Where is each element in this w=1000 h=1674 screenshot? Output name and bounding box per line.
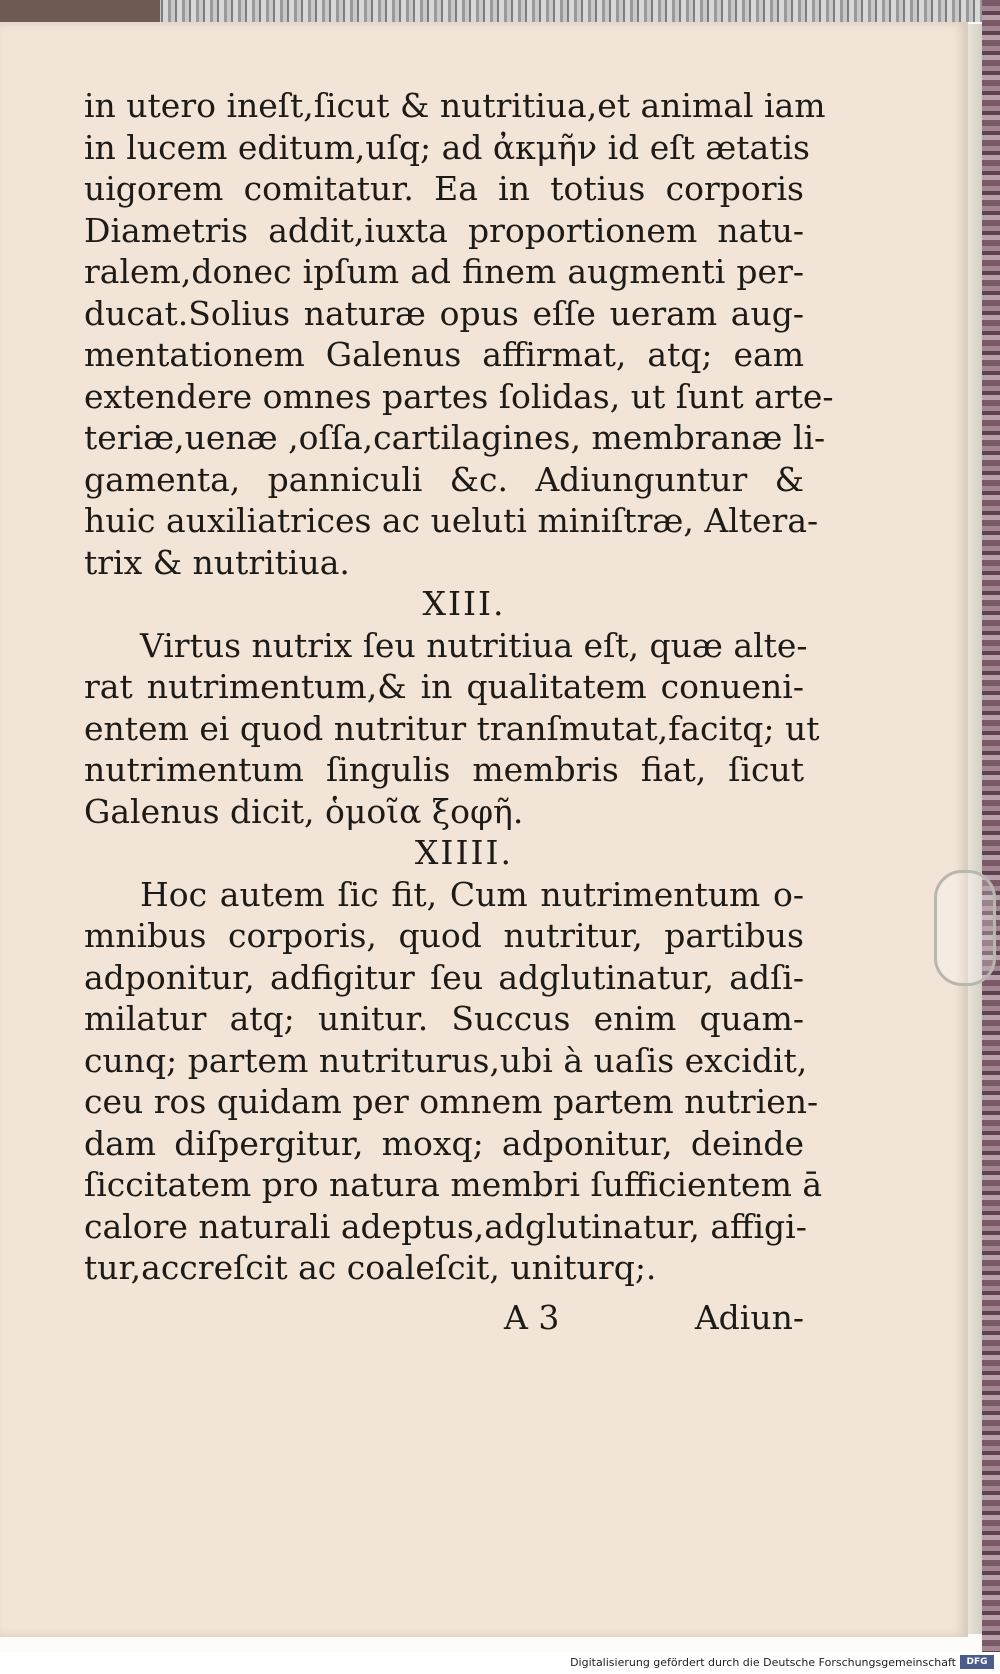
text-line: teriæ,uenæ ,oſſa,cartilagines, membranæ li- (84, 418, 826, 457)
section-heading-xiii: XIII. (422, 584, 506, 623)
text-line: mentationem Galenus affirmat, atq; eam (84, 335, 804, 374)
text-line: in utero ineſt,ſicut & nutritiua,et animal iam (84, 86, 826, 125)
text-line: cunq; partem nutriturus,ubi à uaſis excidit, (84, 1040, 808, 1080)
book-cover-marbled-edge (982, 0, 1000, 1660)
page-edge (968, 24, 982, 1634)
text-line: entem ei quod nutritur tranſmutat,facitq; ut (84, 708, 820, 748)
text-line: in lucem editum,uſq; ad ἀκμῆν id eſt ætatis (84, 127, 810, 167)
text-line: calore naturali adeptus,adglutinatur, affigi- (84, 1206, 807, 1246)
text-line: rat nutrimentum,& in qualitatem conueni- (84, 667, 804, 706)
page-clip (934, 870, 996, 986)
text-line: dam diſpergitur, moxq; adponitur, deinde (84, 1123, 804, 1163)
text-line: trix & nutritiua. (84, 542, 350, 582)
text-line: ducat.Solius naturæ opus eſſe ueram aug- (84, 293, 804, 333)
section-heading-xiiii: XIIII. (414, 833, 514, 872)
text-line: mnibus corporis, quod nutritur, partibus (84, 916, 804, 955)
text-line: milatur atq; unitur. Succus enim quam- (84, 999, 804, 1038)
book-cover-corner (0, 0, 160, 22)
page-text (84, 85, 834, 1338)
text-line: ceu ros quidam per omnem partem nutrien- (84, 1082, 819, 1121)
text-line: gamenta, panniculi &c. Adiunguntur & (84, 459, 804, 499)
text-line: uigorem comitatur. Ea in totius corporis (84, 169, 804, 208)
text-line: Galenus dicit, ὁμοῖα ξοφῆ. (84, 791, 524, 831)
text-line: Hoc autem ſic fit, Cum nutrimentum o- (140, 874, 804, 914)
funding-note: Digitalisierung gefördert durch die Deutsche Forschungsgemeinschaft (570, 1656, 956, 1669)
text-line: extendere omnes partes ſolidas, ut ſunt arte- (84, 376, 834, 416)
page-foot-line (84, 1297, 804, 1339)
catchword: Adiun- (694, 1297, 804, 1337)
text-line: huic auxiliatrices ac ueluti miniſtræ, Altera- (84, 501, 819, 540)
text-line: Virtus nutrix ſeu nutritiua eſt, quæ alte- (140, 625, 808, 665)
text-line: ſiccitatem pro natura membri ſufficientem ā (84, 1165, 823, 1204)
text-line: adponitur, adfigitur ſeu adglutinatur, adſi- (84, 957, 804, 997)
text-line: ralem,donec ipſum ad finem augmenti per- (84, 252, 804, 291)
signature-mark: A 3 (504, 1297, 560, 1337)
text-line: nutrimentum ſingulis membris fiat, ſicut (84, 750, 804, 789)
text-line: Diametris addit,iuxta proportionem natu- (84, 210, 804, 250)
dfg-logo: DFG (960, 1655, 994, 1669)
text-line: tur,accreſcit ac coaleſcit, uniturq;. (84, 1248, 657, 1287)
